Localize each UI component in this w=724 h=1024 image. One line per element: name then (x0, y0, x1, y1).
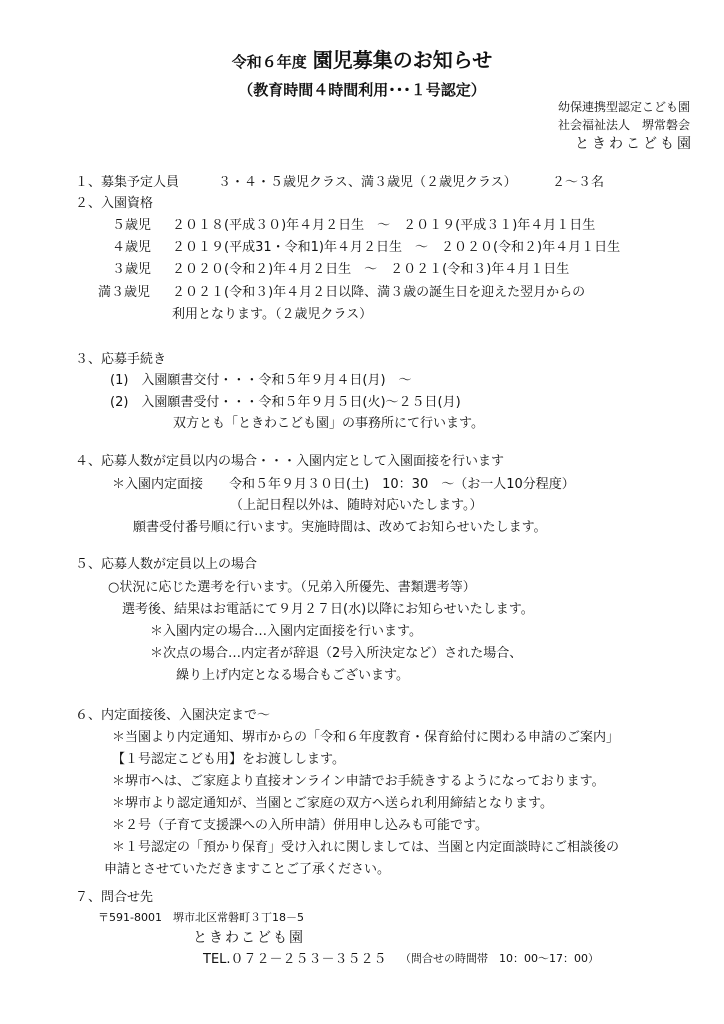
decision-note: 申請とさせていただきますことご了承ください。 (104, 862, 391, 877)
section1-classes: ３・４・５歳児クラス、満３歳児（２歳児クラス） (218, 175, 517, 190)
decision-note: ＊１号認定の「預かり保育」受け入れに関しましては、当園と内定面談時にご相談後の (112, 840, 620, 855)
eligibility-age: ５歳児 (112, 218, 152, 233)
org-corp: 社会福祉法人 堺常磐会 (557, 118, 690, 132)
contact-tel: TEL.０７２－２５３－３５２５ (203, 952, 387, 967)
decision-note: ＊当園より内定通知、堺市からの「令和６年度教育・保育給付に関わる申請のご案内」 (112, 730, 620, 745)
section1-count: ２～３名 (552, 175, 605, 190)
selection-waitlist: ＊次点の場合…内定者が辞退（2号入所決定など）された場合、 (150, 646, 523, 661)
contact-org-name: ときわこども園 (193, 930, 305, 946)
page-title (0, 44, 724, 73)
eligibility-age: ４歳児 (112, 240, 152, 255)
application-receipt: (2) 入園願書受付・・・令和５年９月５日(火)～２５日(月) (110, 395, 461, 410)
section1-heading: １、募集予定人員 (75, 175, 180, 190)
selection-method: ○状況に応じた選考を行います。（兄弟入所優先、書類選考等） (108, 580, 476, 595)
section3-heading: ３、応募手続き (75, 352, 167, 367)
eligibility-age: 満３歳児 (98, 285, 151, 300)
section4-heading: ４、応募人数が定員以内の場合・・・入園内定として入園面接を行います (75, 454, 505, 469)
decision-note: ＊２号（子育て支援課への入所申請）併用申し込みも可能です。 (112, 818, 488, 833)
section5-heading: ５、応募人数が定員以上の場合 (75, 557, 258, 572)
eligibility-range: ２０２１(令和３)年４月２日以降、満３歳の誕生日を迎えた翌月からの (172, 285, 586, 300)
eligibility-age: ３歳児 (112, 262, 152, 277)
selection-result: 選考後、結果はお電話にて９月２７日(水)以降にお知らせいたします。 (122, 602, 534, 617)
title-year: 令和６年度 (231, 53, 307, 71)
org-name: ときわこども園 (575, 136, 694, 152)
contact-address: 〒591-8001 堺市北区常磐町３丁18－5 (98, 911, 304, 924)
page-subtitle: （教育時間４時間利用･･･１号認定） (238, 81, 486, 99)
interview-order-note: 願書受付番号順に行います。実施時間は、改めてお知らせいたします。 (133, 520, 547, 535)
selection-waitlist-note: 繰り上げ内定となる場合もございます。 (176, 668, 409, 683)
org-type: 幼保連携型認定こども園 (557, 100, 690, 114)
application-issue: (1) 入園願書交付・・・令和５年９月４日(月) ～ (110, 373, 412, 388)
decision-note: ＊堺市より認定通知が、当園とご家庭の双方へ送られ利用締結となります。 (112, 796, 553, 811)
eligibility-range: ２０１８(平成３０)年４月２日生 ～ ２０１９(平成３１)年４月１日生 (172, 218, 596, 233)
interview-schedule: ＊入園内定面接 令和５年９月３０日(土) 10：30 ～（お一人10分程度） (112, 477, 575, 492)
decision-note: ＊堺市へは、ご家庭より直接オンライン申請でお手続きするようになっております。 (112, 774, 605, 789)
interview-alt-note: （上記日程以外は、随時対応いたします。） (230, 498, 483, 513)
eligibility-range: ２０１９(平成31・令和1)年４月２日生 ～ ２０２０(令和２)年４月１日生 (172, 240, 621, 255)
eligibility-note: 利用となります。（２歳児クラス） (172, 307, 373, 322)
contact-hours: （問合せの時間帯 10：00～17：00） (400, 952, 599, 965)
eligibility-range: ２０２０(令和２)年４月２日生 ～ ２０２１(令和３)年４月１日生 (172, 262, 570, 277)
title-main: 園児募集のお知らせ (312, 48, 493, 72)
section7-heading: ７、問合せ先 (75, 890, 154, 905)
decision-note: 【１号認定こども用】をお渡しします。 (112, 752, 345, 767)
section6-heading: ６、内定面接後、入園決定まで～ (75, 708, 271, 723)
section2-heading: ２、入園資格 (75, 196, 154, 211)
application-note: 双方とも「ときわこども園」の事務所にて行います。 (173, 416, 484, 431)
selection-accepted: ＊入園内定の場合…入園内定面接を行います。 (150, 624, 422, 639)
